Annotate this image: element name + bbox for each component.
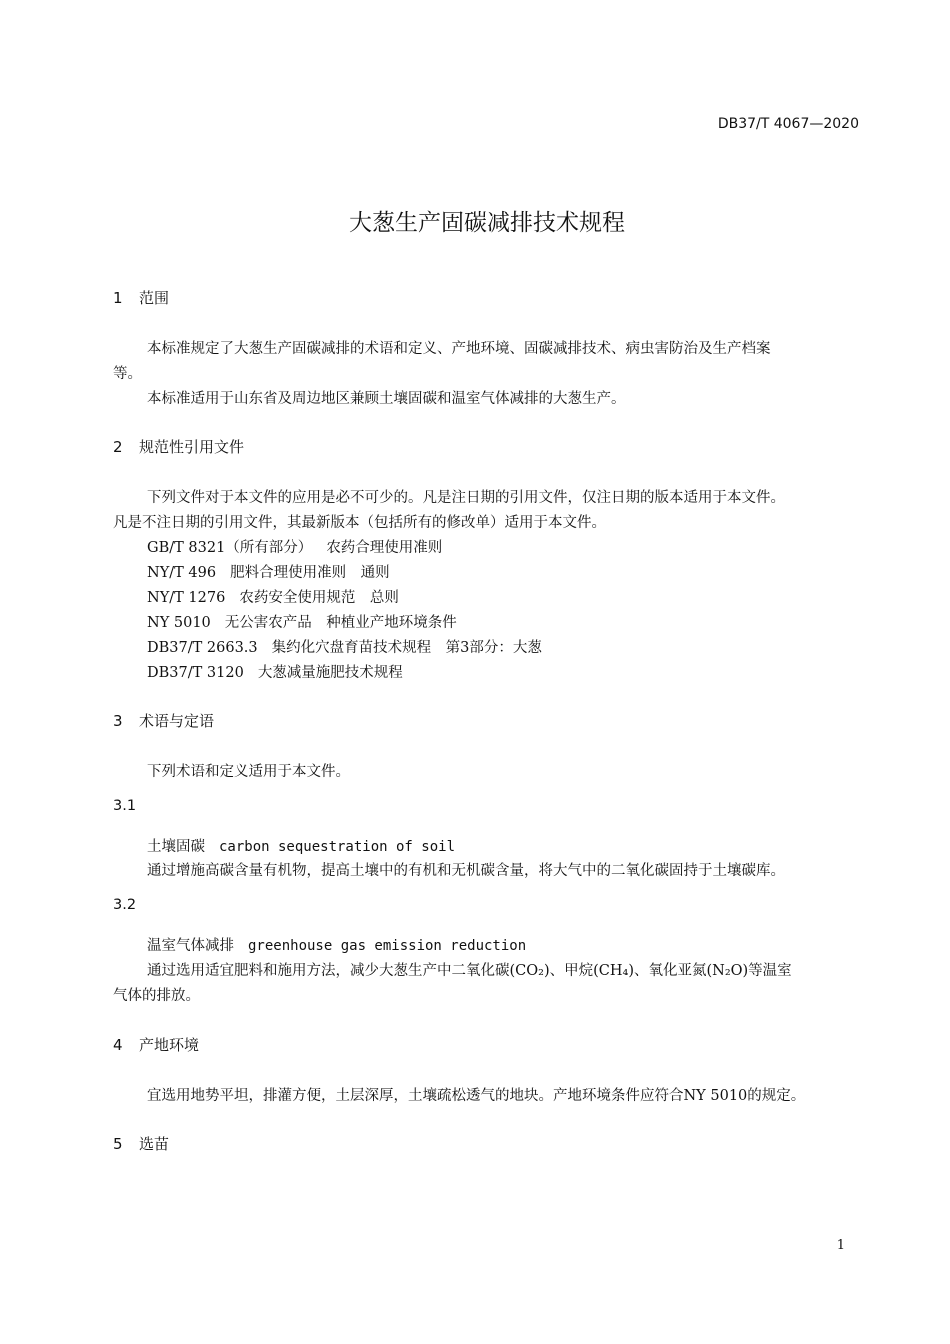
- section-1-paragraph-1-line-2: 等。: [113, 366, 142, 382]
- reference-title: 农药合理使用准则: [326, 540, 443, 556]
- section-2-intro-line-1: 下列文件对于本文件的应用是必不可少的。凡是注日期的引用文件，仅注日期的版本适用于本文件。: [147, 490, 785, 506]
- section-title: 规范性引用文件: [139, 438, 245, 456]
- section-1-paragraph-1-line-1: 本标准规定了大葱生产固碳减排的术语和定义、产地环境、固碳减排技术、病虫害防治及生产档案: [147, 341, 771, 357]
- term-chinese: 温室气体减排: [147, 938, 234, 954]
- standard-code: DB37/T 4067—2020: [717, 116, 859, 132]
- section-4-heading: [113, 1034, 199, 1055]
- term-english: carbon sequestration of soil: [219, 839, 456, 855]
- reference-title: 无公害农产品 种植业产地环境条件: [224, 615, 457, 631]
- reference-title: 大葱减量施肥技术规程: [257, 665, 403, 681]
- term-number: 3.2: [113, 897, 137, 913]
- section-3-heading: [113, 710, 214, 731]
- reference-item: [147, 636, 542, 657]
- section-title: 范围: [139, 289, 170, 307]
- section-3-intro: 下列术语和定义适用于本文件。: [147, 764, 350, 780]
- document-title: 大葱生产固碳减排技术规程: [349, 210, 625, 236]
- section-1-heading: [113, 287, 169, 308]
- section-number: 1: [113, 289, 123, 307]
- reference-title: 肥料合理使用准则 通则: [230, 565, 390, 581]
- term-number: 3.1: [113, 798, 137, 814]
- page-number: 1: [836, 1238, 845, 1253]
- reference-item: [147, 661, 403, 682]
- term-definition-line-2: 气体的排放。: [113, 988, 200, 1004]
- term-definition-line-1: 通过增施高碳含量有机物，提高土壤中的有机和无机碳含量，将大气中的二氧化碳固持于土壤碳库。: [147, 863, 785, 879]
- reference-code: NY 5010: [147, 615, 211, 631]
- section-2-heading: [113, 436, 244, 457]
- section-title: 选苗: [139, 1135, 170, 1153]
- term-heading: [147, 835, 455, 856]
- term-heading: [147, 934, 526, 955]
- reference-item: [147, 611, 457, 632]
- reference-code: DB37/T 2663.3: [147, 640, 258, 656]
- reference-code: NY/T 1276: [147, 590, 226, 606]
- section-1-paragraph-2: 本标准适用于山东省及周边地区兼顾土壤固碳和温室气体减排的大葱生产。: [147, 391, 626, 407]
- section-title: 产地环境: [139, 1036, 200, 1054]
- reference-code: NY/T 496: [147, 565, 217, 581]
- reference-title: 农药安全使用规范 总则: [239, 590, 399, 606]
- section-2-intro-line-2: 凡是不注日期的引用文件，其最新版本（包括所有的修改单）适用于本文件。: [113, 515, 606, 531]
- reference-code: GB/T 8321（所有部分）: [147, 540, 313, 556]
- section-number: 3: [113, 712, 123, 730]
- section-number: 5: [113, 1135, 123, 1153]
- reference-code: DB37/T 3120: [147, 665, 244, 681]
- section-4-paragraph: 宜选用地势平坦，排灌方便，土层深厚，土壤疏松透气的地块。产地环境条件应符合NY 5010的规定。: [147, 1088, 806, 1104]
- section-number: 4: [113, 1036, 123, 1054]
- term-chinese: 土壤固碳: [147, 839, 205, 855]
- reference-item: [147, 561, 390, 582]
- section-title: 术语与定语: [139, 712, 215, 730]
- reference-title: 集约化穴盘育苗技术规程 第3部分：大葱: [271, 640, 542, 656]
- reference-item: [147, 536, 442, 557]
- term-definition-line-1: 通过选用适宜肥料和施用方法，减少大葱生产中二氧化碳(CO₂)、甲烷(CH₄)、氧化亚氮(N₂O)等温室: [147, 963, 792, 979]
- reference-item: [147, 586, 399, 607]
- section-number: 2: [113, 438, 123, 456]
- term-english: greenhouse gas emission reduction: [248, 938, 527, 954]
- section-5-heading: [113, 1133, 169, 1154]
